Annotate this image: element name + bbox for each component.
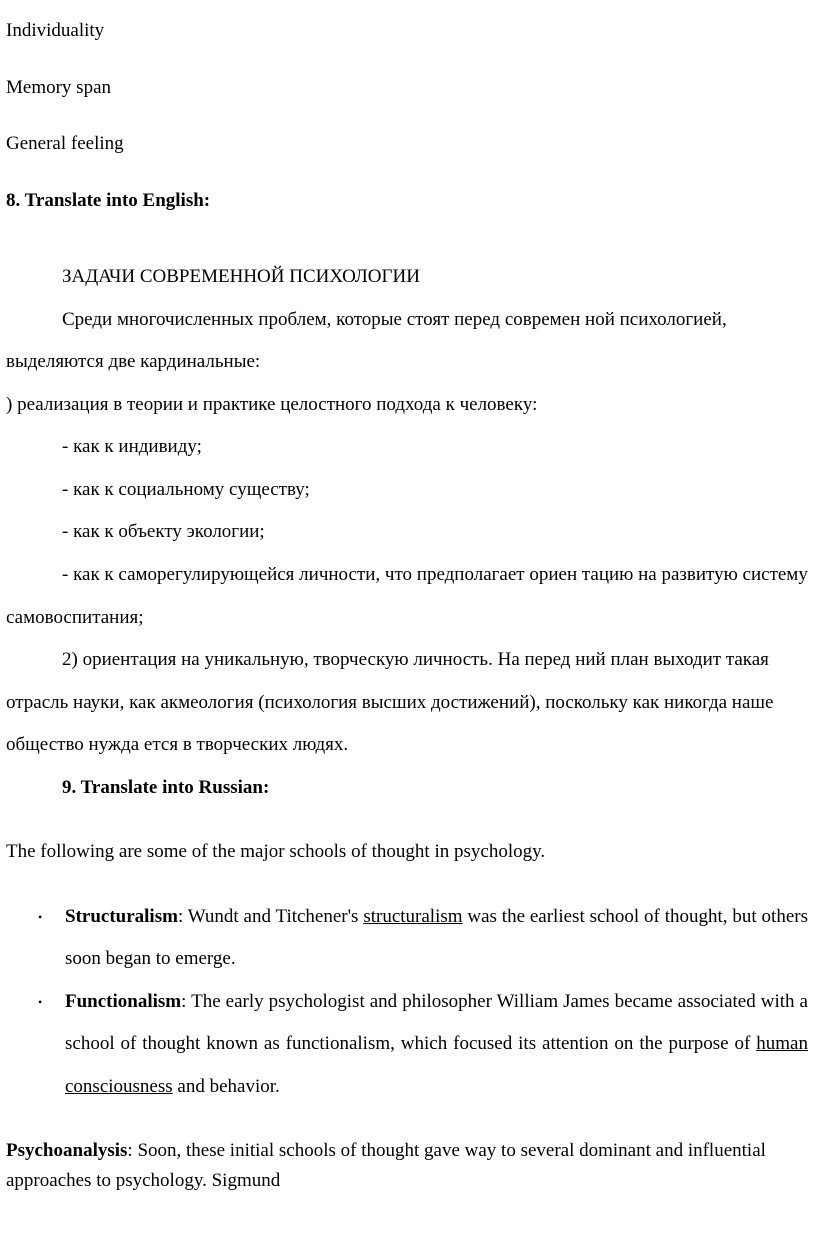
school-term-functionalism: Functionalism [65,990,182,1012]
bullet-text-pre: : Wundt and Titchener's [177,905,364,927]
bullet-text-post: was the earliest school of thought, but others soon began to emerge. [65,905,808,970]
exercise9-heading: 9. Translate into Russian: [62,776,270,798]
exercise8-dash-item-individual: - как к индивиду; [62,436,202,458]
exercise8-title: ЗАДАЧИ СОВРЕМЕННОЙ ПСИХОЛОГИИ [62,266,420,288]
school-term-structuralism: Structuralism [65,905,178,927]
psychoanalysis-paragraph [6,1136,808,1197]
exercise8-dash-item-social: - как к социальному существу; [62,478,310,500]
school-term-psychoanalysis: Psychoanalysis [6,1139,128,1161]
underlined-text-structuralism: structuralism [363,905,463,927]
exercise8-point1: ) реализация в теории и практике целостного подхода к человеку: [6,393,538,415]
vocab-item-memory-span: Memory span [6,76,112,98]
bullet-icon: • [38,909,43,924]
exercise8-intro-paragraph: Среди многочисленных проблем, которые стоят перед современ ной психологией, выделяются две кардинальные: [6,308,727,373]
bullet-item-structuralism [6,896,808,981]
bullet-text-pre: : The early psychologist and philosopher William James became associated with a school of thought known as functionalism, which focused its attention on the purpose of [65,990,808,1055]
vocab-item-individuality: Individuality [6,20,105,41]
psychoanalysis-text: : Soon, these initial schools of thought gave way to several dominant and influential approaches to psychology. Sigmund [6,1139,766,1191]
exercise8-dash-item-self-regulating: - как к саморегулирующейся личности, что предполагает ориен тацию на развитую систему самовоспитания; [6,564,808,628]
exercise8-point2: 2) ориентация на уникальную, творческую личность. На перед ний план выходит такая отрасль науки, как акмеология (психология высших достижений), поскольку как никогда наше общество нужда ется в творческих людях. [6,649,774,756]
underlined-text-human-consciousness: human consciousness [65,1033,808,1098]
bullet-item-functionalism [6,981,808,1109]
bullet-text-post: and behavior. [172,1076,280,1098]
exercise8-dash-item-ecology: - как к объекту экологии; [62,521,265,543]
exercise8-heading: 8. Translate into English: [6,189,211,211]
exercise9-intro-paragraph: The following are some of the major schools of thought in psychology. [6,841,546,863]
bullet-icon: • [38,994,43,1009]
vocab-item-general-feeling: General feeling [6,133,124,155]
